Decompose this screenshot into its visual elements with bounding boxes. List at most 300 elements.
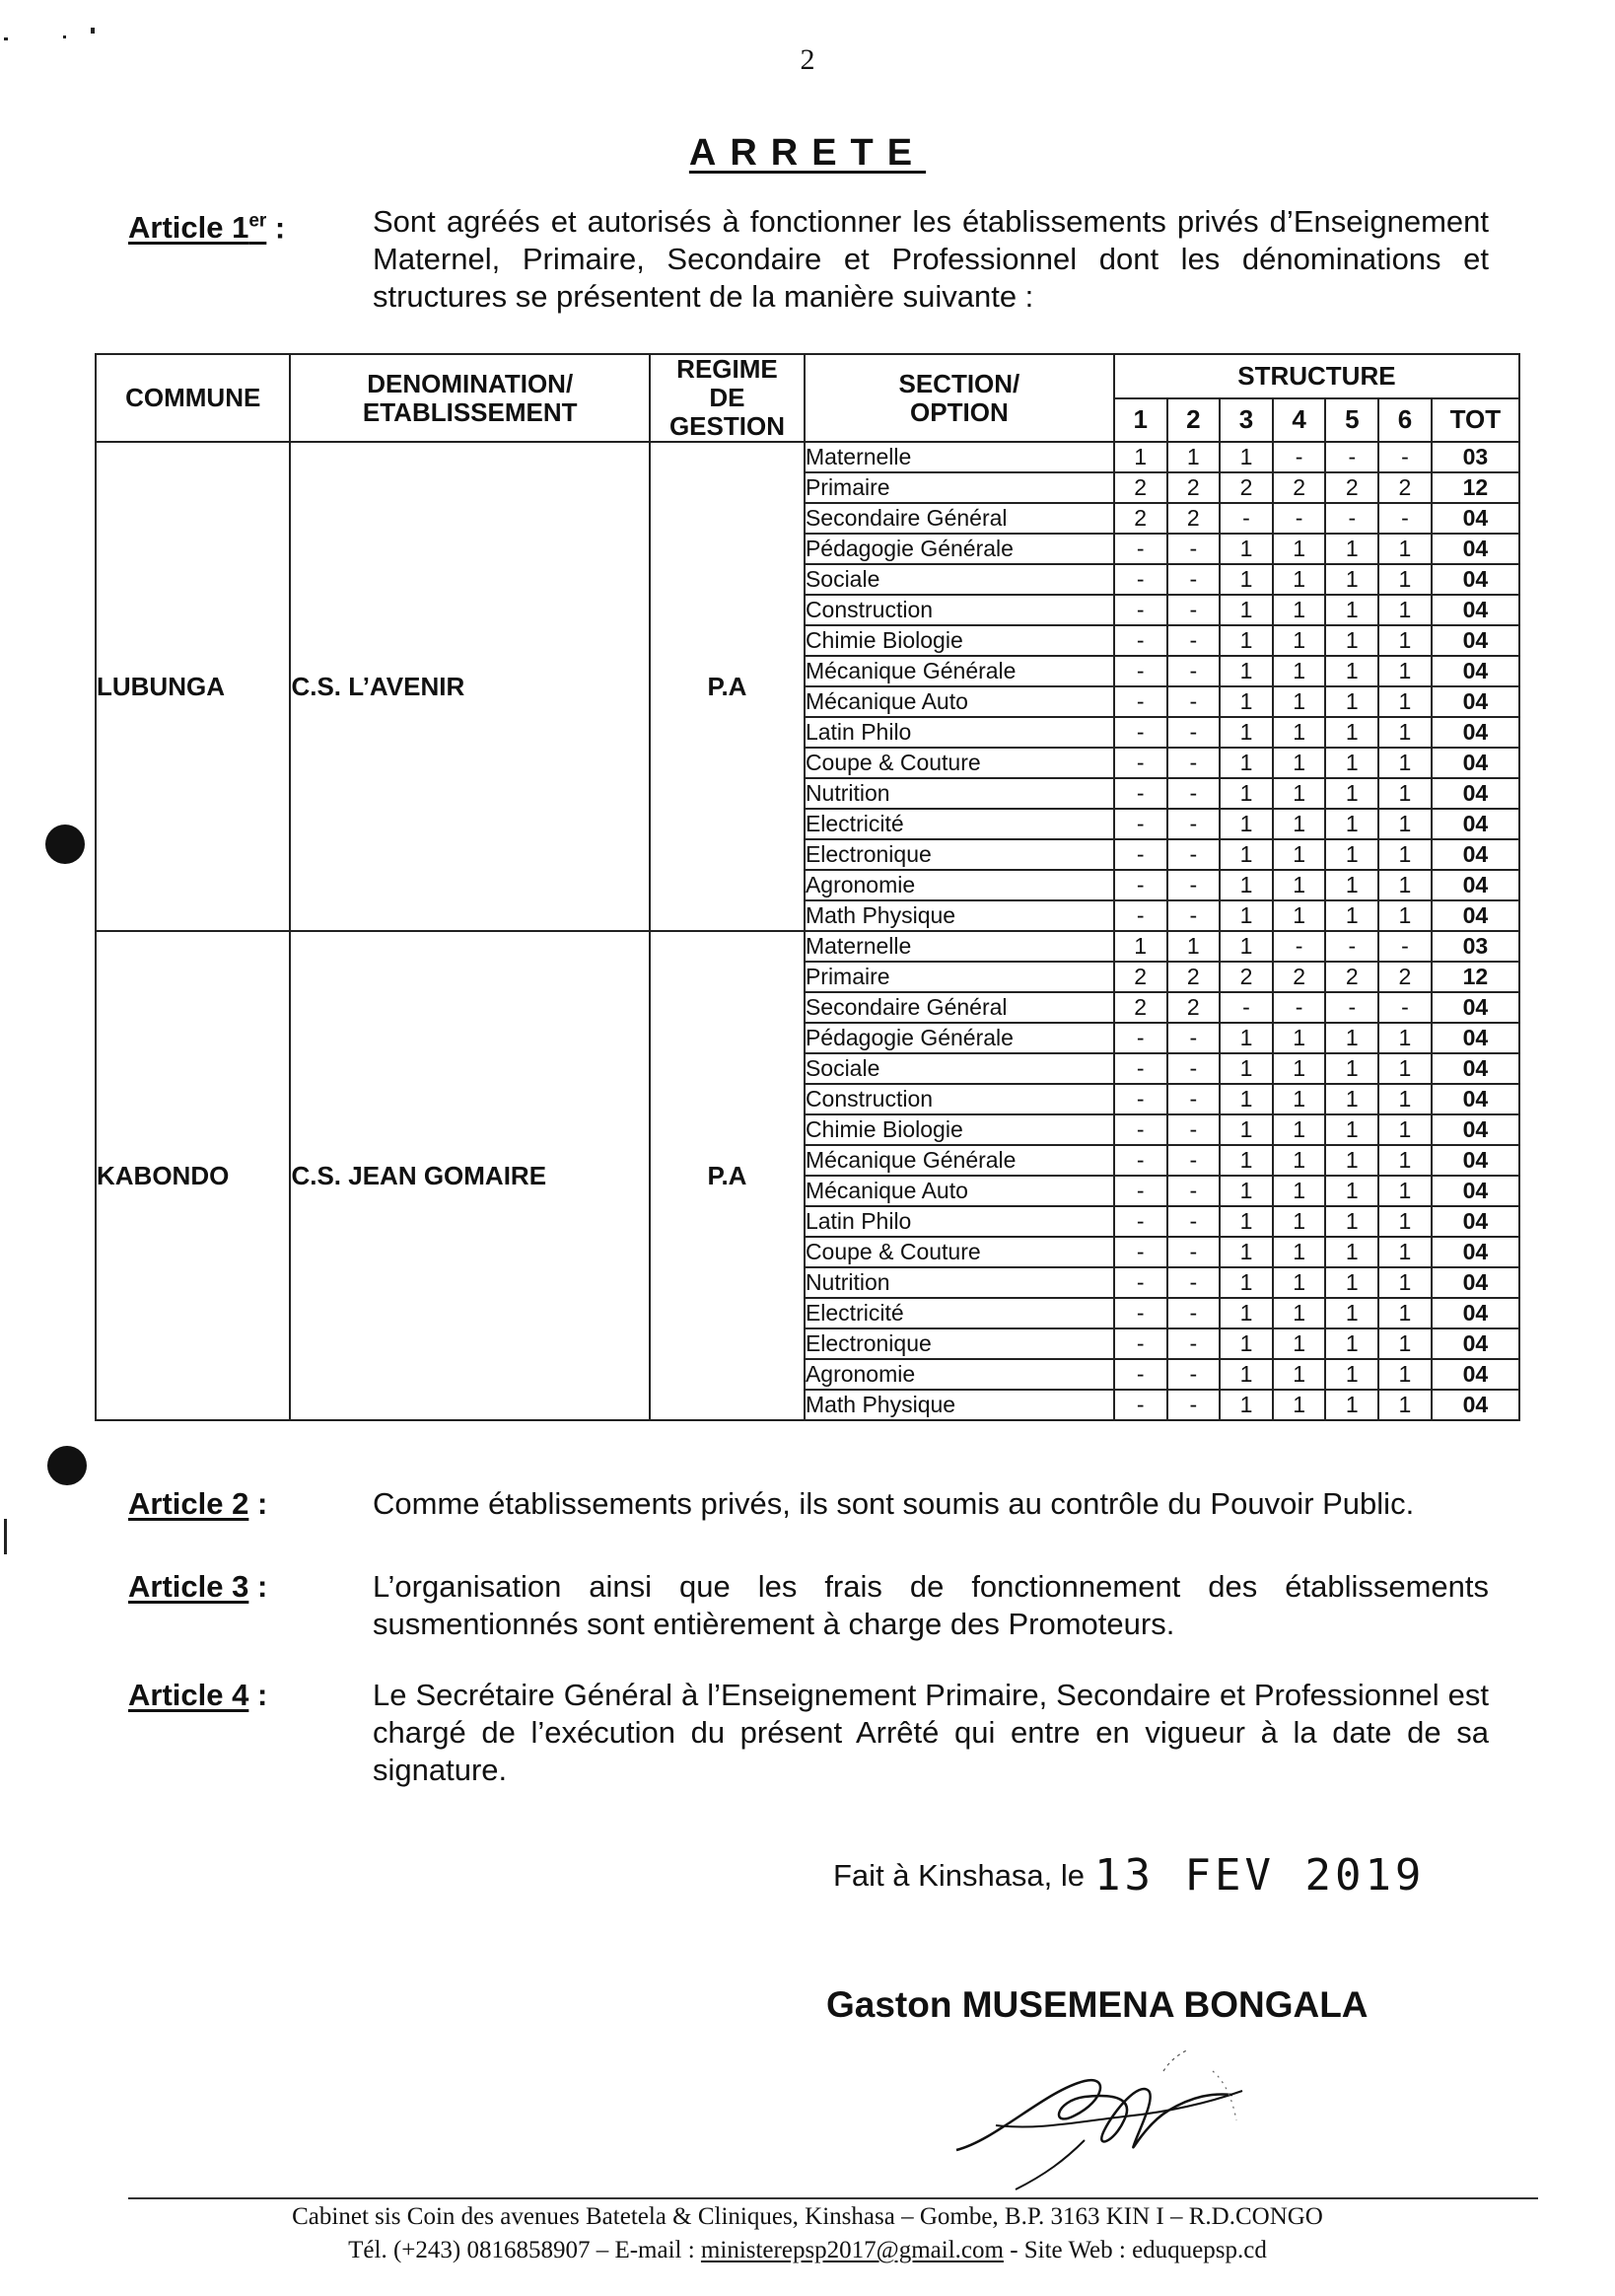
year-cell: 1 [1220, 1359, 1273, 1390]
header-commune: COMMUNE [96, 354, 290, 442]
option-cell: Agronomie [805, 870, 1114, 900]
year-cell: - [1114, 748, 1167, 778]
year-cell: 1 [1220, 870, 1273, 900]
total-cell: 04 [1432, 870, 1519, 900]
article-4-label: Article 4 : [128, 1678, 268, 1712]
year-cell: 2 [1167, 472, 1221, 503]
table-row [96, 931, 1519, 962]
year-cell: 1 [1273, 1176, 1326, 1206]
year-cell: 1 [1378, 809, 1432, 839]
option-cell: Mécanique Générale [805, 1145, 1114, 1176]
total-cell: 04 [1432, 1390, 1519, 1420]
year-cell: 1 [1220, 809, 1273, 839]
year-cell: 1 [1220, 625, 1273, 656]
year-cell: 1 [1378, 1114, 1432, 1145]
year-cell: 2 [1114, 992, 1167, 1023]
year-cell: - [1167, 839, 1221, 870]
option-cell: Latin Philo [805, 717, 1114, 748]
option-cell: Mécanique Générale [805, 656, 1114, 686]
year-cell: - [1167, 809, 1221, 839]
option-cell: Maternelle [805, 931, 1114, 962]
total-cell: 04 [1432, 778, 1519, 809]
year-cell: 1 [1325, 1237, 1378, 1267]
year-cell: 1 [1273, 748, 1326, 778]
year-cell: - [1167, 1328, 1221, 1359]
year-cell: 1 [1325, 595, 1378, 625]
year-cell: 1 [1220, 1206, 1273, 1237]
year-cell: 1 [1220, 1328, 1273, 1359]
year-cell: 1 [1325, 1298, 1378, 1328]
year-cell: 1 [1273, 778, 1326, 809]
year-cell: 1 [1273, 1328, 1326, 1359]
option-cell: Primaire [805, 962, 1114, 992]
header-year: 4 [1273, 398, 1326, 443]
option-cell: Secondaire Général [805, 503, 1114, 534]
total-cell: 12 [1432, 472, 1519, 503]
total-cell: 04 [1432, 503, 1519, 534]
year-cell: 1 [1325, 1053, 1378, 1084]
total-cell: 04 [1432, 717, 1519, 748]
total-cell: 04 [1432, 1176, 1519, 1206]
year-cell: - [1167, 1023, 1221, 1053]
year-cell: - [1114, 1176, 1167, 1206]
option-cell: Pédagogie Générale [805, 1023, 1114, 1053]
year-cell: - [1273, 503, 1326, 534]
total-cell: 04 [1432, 1114, 1519, 1145]
year-cell: - [1114, 1023, 1167, 1053]
year-cell: 1 [1220, 900, 1273, 931]
year-cell: 1 [1325, 1145, 1378, 1176]
year-cell: 1 [1220, 1114, 1273, 1145]
year-cell: - [1378, 992, 1432, 1023]
year-cell: 1 [1273, 809, 1326, 839]
option-cell: Nutrition [805, 778, 1114, 809]
year-cell: 2 [1325, 472, 1378, 503]
year-cell: 1 [1325, 564, 1378, 595]
total-cell: 04 [1432, 1084, 1519, 1114]
year-cell: 1 [1325, 1359, 1378, 1390]
year-cell: 1 [1220, 931, 1273, 962]
total-cell: 04 [1432, 1267, 1519, 1298]
year-cell: - [1167, 870, 1221, 900]
year-cell: 1 [1378, 1176, 1432, 1206]
year-cell: - [1273, 442, 1326, 472]
year-cell: 2 [1220, 472, 1273, 503]
year-cell: 1 [1378, 534, 1432, 564]
year-cell: 1 [1325, 1390, 1378, 1420]
year-cell: - [1273, 992, 1326, 1023]
year-cell: - [1167, 748, 1221, 778]
year-cell: - [1325, 931, 1378, 962]
year-cell: 2 [1167, 962, 1221, 992]
year-cell: 1 [1378, 595, 1432, 625]
option-cell: Coupe & Couture [805, 748, 1114, 778]
year-cell: 1 [1220, 442, 1273, 472]
year-cell: - [1167, 656, 1221, 686]
option-cell: Construction [805, 1084, 1114, 1114]
year-cell: 1 [1273, 1390, 1326, 1420]
year-cell: - [1114, 839, 1167, 870]
year-cell: 1 [1220, 1176, 1273, 1206]
total-cell: 04 [1432, 564, 1519, 595]
article-1-text: Sont agréés et autorisés à fonctionner les établissements privés d’Enseignement Maternel, Primaire, Secondaire et Professionnel dont les dénominations et structures se présentent de la manière suivante : [373, 204, 1489, 314]
article-4-text: Le Secrétaire Général à l’Enseignement Primaire, Secondaire et Professionnel est chargé de l’exécution du présent Arrêté qui entre en vigueur à la date de sa signature. [373, 1678, 1489, 1787]
year-cell: - [1114, 1114, 1167, 1145]
total-cell: 04 [1432, 1359, 1519, 1390]
year-cell: 1 [1220, 1084, 1273, 1114]
year-cell: 1 [1378, 1023, 1432, 1053]
option-cell: Primaire [805, 472, 1114, 503]
year-cell: 1 [1273, 564, 1326, 595]
option-cell: Math Physique [805, 900, 1114, 931]
year-cell: - [1114, 870, 1167, 900]
year-cell: 1 [1220, 534, 1273, 564]
total-cell: 04 [1432, 748, 1519, 778]
year-cell: 1 [1273, 625, 1326, 656]
total-cell: 04 [1432, 809, 1519, 839]
year-cell: 1 [1378, 625, 1432, 656]
year-cell: 1 [1273, 1206, 1326, 1237]
header-section: SECTION/ OPTION [805, 354, 1114, 442]
total-cell: 04 [1432, 686, 1519, 717]
total-cell: 04 [1432, 1023, 1519, 1053]
total-cell: 04 [1432, 1298, 1519, 1328]
option-cell: Maternelle [805, 442, 1114, 472]
option-cell: Electricité [805, 1298, 1114, 1328]
total-cell: 04 [1432, 625, 1519, 656]
signoff-date-stamp: 13 FEV 2019 [1094, 1850, 1426, 1901]
year-cell: 1 [1325, 1084, 1378, 1114]
year-cell: 1 [1378, 1359, 1432, 1390]
year-cell: 1 [1273, 1267, 1326, 1298]
year-cell: 1 [1378, 1053, 1432, 1084]
regime-cell: P.A [650, 931, 805, 1420]
year-cell: 1 [1378, 1145, 1432, 1176]
year-cell: 1 [1273, 656, 1326, 686]
article-3 [128, 1568, 1489, 1643]
total-cell: 04 [1432, 656, 1519, 686]
year-cell: - [1167, 778, 1221, 809]
year-cell: - [1167, 1053, 1221, 1084]
year-cell: 1 [1273, 1237, 1326, 1267]
article-2-label: Article 2 : [128, 1486, 268, 1521]
year-cell: 1 [1220, 1145, 1273, 1176]
year-cell: - [1114, 1145, 1167, 1176]
year-cell: 1 [1378, 1298, 1432, 1328]
year-cell: - [1114, 1390, 1167, 1420]
year-cell: - [1167, 1298, 1221, 1328]
year-cell: 1 [1325, 809, 1378, 839]
header-tot: TOT [1432, 398, 1519, 443]
year-cell: 1 [1167, 442, 1221, 472]
year-cell: 1 [1378, 717, 1432, 748]
year-cell: 1 [1114, 931, 1167, 962]
year-cell: 1 [1378, 778, 1432, 809]
year-cell: - [1167, 1176, 1221, 1206]
total-cell: 12 [1432, 962, 1519, 992]
year-cell: 1 [1273, 534, 1326, 564]
year-cell: - [1167, 1145, 1221, 1176]
article-3-text: L’organisation ainsi que les frais de fonctionnement des établissements susmentionnés sont entièrement à charge des Promoteurs. [373, 1569, 1489, 1641]
year-cell: 1 [1220, 839, 1273, 870]
header-year: 3 [1220, 398, 1273, 443]
year-cell: 1 [1378, 656, 1432, 686]
year-cell: - [1167, 686, 1221, 717]
total-cell: 04 [1432, 1328, 1519, 1359]
etablissement-cell: C.S. JEAN GOMAIRE [290, 931, 650, 1420]
header-year: 6 [1378, 398, 1432, 443]
total-cell: 04 [1432, 534, 1519, 564]
year-cell: 1 [1378, 686, 1432, 717]
year-cell: - [1114, 809, 1167, 839]
year-cell: - [1167, 534, 1221, 564]
year-cell: - [1378, 503, 1432, 534]
year-cell: 1 [1220, 748, 1273, 778]
year-cell: - [1114, 1053, 1167, 1084]
year-cell: 1 [1325, 748, 1378, 778]
year-cell: 1 [1325, 1114, 1378, 1145]
year-cell: - [1167, 1114, 1221, 1145]
year-cell: 2 [1114, 503, 1167, 534]
year-cell: 1 [1220, 717, 1273, 748]
year-cell: 2 [1220, 962, 1273, 992]
year-cell: - [1114, 686, 1167, 717]
article-4 [128, 1677, 1489, 1789]
year-cell: - [1114, 1267, 1167, 1298]
year-cell: 1 [1273, 595, 1326, 625]
year-cell: 1 [1325, 778, 1378, 809]
punch-hole [45, 825, 85, 864]
year-cell: 2 [1114, 962, 1167, 992]
year-cell: 1 [1325, 870, 1378, 900]
total-cell: 04 [1432, 1206, 1519, 1237]
total-cell: 04 [1432, 1053, 1519, 1084]
year-cell: 1 [1273, 839, 1326, 870]
structure-table [95, 353, 1520, 1421]
table-row [96, 442, 1519, 472]
year-cell: - [1114, 1359, 1167, 1390]
year-cell: 1 [1273, 1023, 1326, 1053]
year-cell: - [1114, 534, 1167, 564]
signoff [833, 1850, 1425, 1901]
option-cell: Electronique [805, 839, 1114, 870]
year-cell: 1 [1273, 1053, 1326, 1084]
year-cell: - [1167, 625, 1221, 656]
year-cell: - [1325, 992, 1378, 1023]
year-cell: - [1114, 564, 1167, 595]
year-cell: 1 [1378, 1237, 1432, 1267]
option-cell: Coupe & Couture [805, 1237, 1114, 1267]
option-cell: Math Physique [805, 1390, 1114, 1420]
year-cell: 1 [1167, 931, 1221, 962]
article-2-text: Comme établissements privés, ils sont soumis au contrôle du Pouvoir Public. [373, 1486, 1415, 1521]
year-cell: 1 [1220, 1298, 1273, 1328]
year-cell: 1 [1378, 1206, 1432, 1237]
scan-speck [63, 36, 66, 38]
year-cell: 1 [1325, 1023, 1378, 1053]
year-cell: 2 [1273, 962, 1326, 992]
footer-address: Cabinet sis Coin des avenues Batetela & Cliniques, Kinshasa – Gombe, B.P. 3163 KIN I – R.D.CONGO [292, 2203, 1323, 2230]
year-cell: 1 [1325, 1267, 1378, 1298]
year-cell: - [1167, 1237, 1221, 1267]
year-cell: 1 [1220, 656, 1273, 686]
year-cell: - [1220, 503, 1273, 534]
year-cell: 1 [1114, 442, 1167, 472]
option-cell: Sociale [805, 1053, 1114, 1084]
year-cell: 2 [1378, 962, 1432, 992]
year-cell: 1 [1220, 1267, 1273, 1298]
article-1 [128, 203, 1489, 316]
option-cell: Chimie Biologie [805, 625, 1114, 656]
option-cell: Chimie Biologie [805, 1114, 1114, 1145]
total-cell: 04 [1432, 900, 1519, 931]
signoff-place: Fait à Kinshasa, le [833, 1858, 1086, 1893]
scan-speck [4, 1519, 7, 1554]
year-cell: 1 [1378, 900, 1432, 931]
header-year: 2 [1167, 398, 1221, 443]
year-cell: 1 [1220, 778, 1273, 809]
year-cell: - [1114, 1206, 1167, 1237]
year-cell: - [1167, 717, 1221, 748]
year-cell: - [1167, 1084, 1221, 1114]
etablissement-cell: C.S. L’AVENIR [290, 442, 650, 931]
year-cell: - [1114, 625, 1167, 656]
year-cell: 2 [1167, 503, 1221, 534]
year-cell: - [1325, 442, 1378, 472]
year-cell: - [1220, 992, 1273, 1023]
year-cell: - [1167, 1206, 1221, 1237]
year-cell: - [1114, 717, 1167, 748]
header-regime: REGIME DE GESTION [650, 354, 805, 442]
option-cell: Agronomie [805, 1359, 1114, 1390]
year-cell: 1 [1273, 1298, 1326, 1328]
year-cell: 1 [1325, 1176, 1378, 1206]
year-cell: 1 [1273, 686, 1326, 717]
total-cell: 03 [1432, 931, 1519, 962]
year-cell: - [1167, 1267, 1221, 1298]
punch-hole [47, 1446, 87, 1485]
year-cell: 2 [1378, 472, 1432, 503]
year-cell: 1 [1325, 1328, 1378, 1359]
option-cell: Mécanique Auto [805, 686, 1114, 717]
year-cell: 2 [1114, 472, 1167, 503]
year-cell: 1 [1378, 1267, 1432, 1298]
header-year: 5 [1325, 398, 1378, 443]
year-cell: - [1378, 442, 1432, 472]
article-2 [128, 1485, 1489, 1523]
year-cell: - [1114, 595, 1167, 625]
year-cell: 1 [1220, 686, 1273, 717]
year-cell: 1 [1273, 1145, 1326, 1176]
total-cell: 04 [1432, 595, 1519, 625]
year-cell: - [1167, 595, 1221, 625]
commune-cell: LUBUNGA [96, 442, 290, 931]
footer-email[interactable]: ministerepsp2017@gmail.com [700, 2237, 1004, 2263]
year-cell: - [1114, 900, 1167, 931]
year-cell: 1 [1325, 656, 1378, 686]
year-cell: 1 [1220, 1237, 1273, 1267]
year-cell: 1 [1220, 1023, 1273, 1053]
document-title: ARRETE [688, 132, 927, 174]
header-structure: STRUCTURE [1114, 354, 1519, 398]
year-cell: 1 [1273, 870, 1326, 900]
header-denomination: DENOMINATION/ ETABLISSEMENT [290, 354, 650, 442]
year-cell: - [1167, 1390, 1221, 1420]
header-year: 1 [1114, 398, 1167, 443]
year-cell: - [1114, 1328, 1167, 1359]
year-cell: - [1167, 900, 1221, 931]
year-cell: 2 [1325, 962, 1378, 992]
year-cell: 1 [1273, 1359, 1326, 1390]
year-cell: - [1167, 564, 1221, 595]
option-cell: Sociale [805, 564, 1114, 595]
option-cell: Construction [805, 595, 1114, 625]
year-cell: - [1378, 931, 1432, 962]
year-cell: - [1325, 503, 1378, 534]
footer-rule [128, 2197, 1538, 2199]
year-cell: - [1114, 1298, 1167, 1328]
option-cell: Secondaire Général [805, 992, 1114, 1023]
year-cell: - [1273, 931, 1326, 962]
year-cell: 1 [1325, 900, 1378, 931]
year-cell: 1 [1325, 534, 1378, 564]
article-3-label: Article 3 : [128, 1569, 268, 1604]
footer-contact: Tél. (+243) 0816858907 – E-mail : ministerepsp2017@gmail.com - Site Web : eduquepsp.cd [348, 2237, 1267, 2263]
option-cell: Electricité [805, 809, 1114, 839]
year-cell: 1 [1325, 625, 1378, 656]
year-cell: - [1114, 778, 1167, 809]
total-cell: 04 [1432, 1237, 1519, 1267]
year-cell: 1 [1220, 1390, 1273, 1420]
year-cell: - [1167, 1359, 1221, 1390]
year-cell: 1 [1378, 1084, 1432, 1114]
year-cell: - [1114, 1237, 1167, 1267]
year-cell: 1 [1378, 1390, 1432, 1420]
year-cell: 1 [1378, 839, 1432, 870]
signatory-name: Gaston MUSEMENA BONGALA [826, 1984, 1369, 2025]
year-cell: 1 [1273, 900, 1326, 931]
page-number: 2 [800, 43, 815, 76]
year-cell: 1 [1378, 870, 1432, 900]
handwritten-signature [937, 2032, 1262, 2199]
year-cell: 1 [1220, 564, 1273, 595]
option-cell: Mécanique Auto [805, 1176, 1114, 1206]
year-cell: 1 [1273, 1084, 1326, 1114]
option-cell: Nutrition [805, 1267, 1114, 1298]
scan-speck [91, 28, 95, 34]
year-cell: 1 [1273, 717, 1326, 748]
total-cell: 04 [1432, 992, 1519, 1023]
year-cell: 1 [1325, 839, 1378, 870]
year-cell: - [1114, 1084, 1167, 1114]
year-cell: 2 [1167, 992, 1221, 1023]
table-body [96, 442, 1519, 1420]
regime-cell: P.A [650, 442, 805, 931]
year-cell: 1 [1325, 1206, 1378, 1237]
year-cell: 1 [1378, 748, 1432, 778]
year-cell: 1 [1325, 686, 1378, 717]
year-cell: 1 [1378, 1328, 1432, 1359]
total-cell: 04 [1432, 839, 1519, 870]
article-1-label: Article 1er : [128, 210, 286, 246]
year-cell: 1 [1325, 717, 1378, 748]
year-cell: 1 [1220, 1053, 1273, 1084]
year-cell: 2 [1273, 472, 1326, 503]
year-cell: 1 [1378, 564, 1432, 595]
year-cell: - [1114, 656, 1167, 686]
year-cell: 1 [1220, 595, 1273, 625]
option-cell: Latin Philo [805, 1206, 1114, 1237]
